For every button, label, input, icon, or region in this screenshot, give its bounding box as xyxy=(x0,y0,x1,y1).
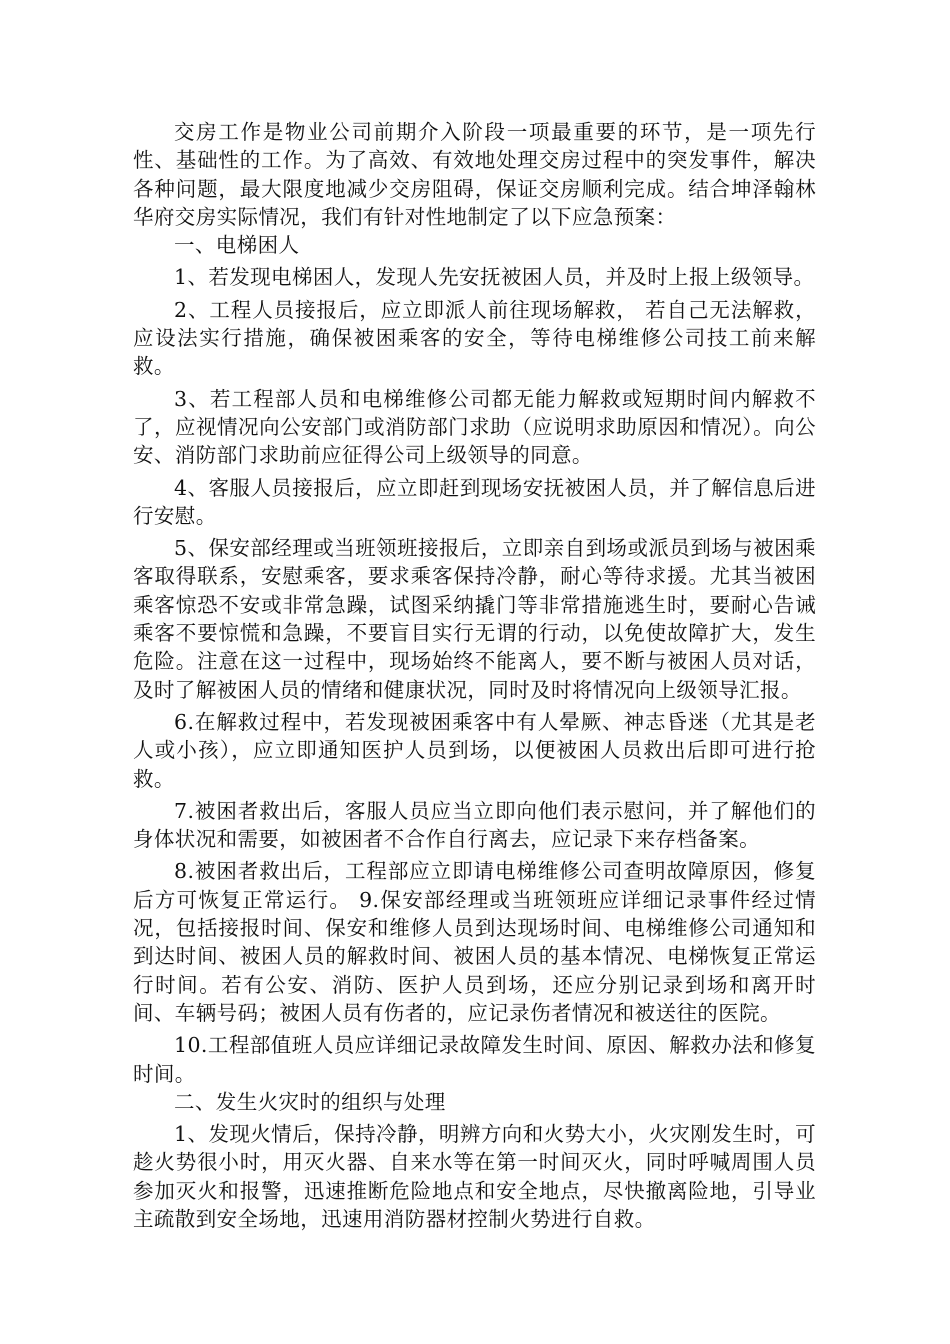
elevator-step-7: 7.被困者救出后，客服人员应当立即向他们表示慰问，并了解他们的身体状况和需要，如被困者不合作自行离去，应记录下来存档备案。 xyxy=(133,798,816,852)
elevator-step-4: 4、客服人员接报后，应立即赶到现场安抚被困人员，并了解信息后进行安慰。 xyxy=(133,475,816,528)
intro-paragraph: 交房工作是物业公司前期介入阶段一项最重要的环节，是一项先行性、基础性的工作。为了高效、有效地处理交房过程中的突发事件，解决各种问题，最大限度地减少交房阻碍，保证交房顺利完成。结合坤泽翰林华府交房实际情况，我们有针对性地制定了以下应急预案： xyxy=(133,120,816,229)
elevator-step-6: 6.在解救过程中，若发现被困乘客中有人晕厥、神志昏迷（尤其是老人或小孩），应立即通知医护人员到场，以便被困人员救出后即可进行抢救。 xyxy=(133,709,816,791)
section-heading-elevator: 一、电梯困人 xyxy=(174,233,300,258)
section-heading-fire: 二、发生火灾时的组织与处理 xyxy=(174,1089,446,1114)
elevator-step-10: 10.工程部值班人员应详细记录故障发生时间、原因、解救办法和修复时间。 xyxy=(133,1033,816,1086)
elevator-step-2: 2、工程人员接报后，应立即派人前往现场解救， 若自己无法解救，应设法实行措施，确保被困乘客的安全，等待电梯维修公司技工前来解救。 xyxy=(133,297,816,379)
elevator-step-5: 5、保安部经理或当班领班接报后，立即亲自到场或派员到场与被困乘客取得联系，安慰乘客，要求乘客保持冷静，耐心等待求援。尤其当被困乘客惊恐不安或非常急躁，试图采纳撬门等非常措施逃生时，要耐心告诫乘客不要惊慌和急躁，不要盲目实行无谓的行动，以免使故障扩大，发生危险。注意在这一过程中，现场始终不能离人，要不断与被困人员对话，及时了解被困人员的情绪和健康状况，同时及时将情况向上级领导汇报。 xyxy=(133,536,816,702)
elevator-step-3: 3、若工程部人员和电梯维修公司都无能力解救或短期时间内解救不了，应视情况向公安部门或消防部门求助（应说明求助原因和情况）。向公安、消防部门求助前应征得公司上级领导的同意。 xyxy=(133,386,816,468)
elevator-step-1: 1、若发现电梯困人，发现人先安抚被困人员，并及时上报上级领导。 xyxy=(174,265,815,290)
document-body xyxy=(133,118,816,1233)
fire-step-1: 1、发现火情后，保持冷静，明辨方向和火势大小，火灾刚发生时，可趁火势很小时，用灭火器、自来水等在第一时间灭火，同时呼喊周围人员参加灭火和报警，迅速推断危险地点和安全地点，尽快撤离险地，引导业主疏散到安全场地，迅速用消防器材控制火势进行自救。 xyxy=(133,1122,816,1231)
elevator-step-8-9: 8.被困者救出后，工程部应立即请电梯维修公司查明故障原因，修复后方可恢复正常运行。 9.保安部经理或当班领班应详细记录事件经过情况，包括接报时间、保安和维修人员到达现场时间、电梯维修公司通知和到达时间、被困人员的解救时间、被困人员的基本情况、电梯恢复正常运行时间。若有公安、消防、医护人员到场，还应分别记录到场和离开时间、车辆号码；被困人员有伤者的，应记录伤者情况和被送往的医院。 xyxy=(133,859,816,1025)
